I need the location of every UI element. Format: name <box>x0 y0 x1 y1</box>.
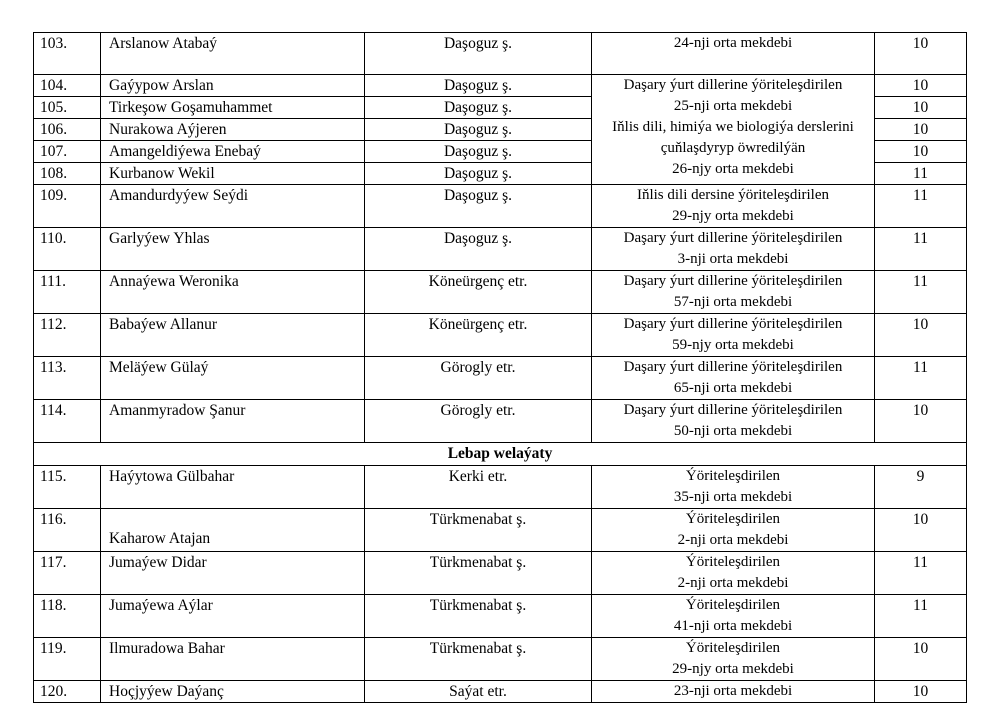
region: Köneürgenç etr. <box>365 271 592 314</box>
school-line: 25-nji orta mekdebi <box>673 98 793 114</box>
student-name-text: Kaharow Atajan <box>109 530 211 547</box>
grade: 11 <box>875 228 967 271</box>
school <box>592 681 875 703</box>
region: Köneürgenç etr. <box>365 314 592 357</box>
table-row <box>34 681 967 703</box>
student-name: Annaýewa Weronika <box>101 271 365 314</box>
row-number: 118. <box>34 595 101 638</box>
row-number: 105. <box>34 97 101 119</box>
row-number: 104. <box>34 75 101 97</box>
grade: 10 <box>875 314 967 357</box>
region: Daşoguz ş. <box>365 119 592 141</box>
table-row <box>34 357 967 400</box>
grade: 11 <box>875 185 967 228</box>
student-name: Tirkeşow Goşamuhammet <box>101 97 365 119</box>
table-row <box>34 466 967 509</box>
region: Daşoguz ş. <box>365 228 592 271</box>
region: Türkmenabat ş. <box>365 638 592 681</box>
grade: 9 <box>875 466 967 509</box>
school-line: 2-nji orta mekdebi <box>677 575 789 591</box>
school-line: Daşary ýurt dillerine ýöriteleşdirilen <box>623 359 843 375</box>
grade: 11 <box>875 357 967 400</box>
row-number: 109. <box>34 185 101 228</box>
school <box>592 33 875 75</box>
school-line: Ýöriteleşdirilen <box>685 597 781 613</box>
table-row <box>34 228 967 271</box>
student-name: Jumaýew Didar <box>101 552 365 595</box>
student-name: Arslanow Atabaý <box>101 33 365 75</box>
school-line: Iňlis dili dersine ýöriteleşdirilen <box>636 187 830 203</box>
row-number: 111. <box>34 271 101 314</box>
school-line: 3-nji orta mekdebi <box>677 251 789 267</box>
school-line: Daşary ýurt dillerine ýöriteleşdirilen <box>623 230 843 246</box>
region: Görogly etr. <box>365 400 592 443</box>
grade: 10 <box>875 681 967 703</box>
school-line: Daşary ýurt dillerine ýöriteleşdirilen <box>623 402 843 418</box>
grade: 10 <box>875 400 967 443</box>
row-number: 120. <box>34 681 101 703</box>
region: Türkmenabat ş. <box>365 509 592 552</box>
school-line: Ýöriteleşdirilen <box>685 511 781 527</box>
table-row <box>34 400 967 443</box>
table-row <box>34 552 967 595</box>
school-line: 41-nji orta mekdebi <box>673 618 793 634</box>
student-name: Amanmyradow Şanur <box>101 400 365 443</box>
region: Türkmenabat ş. <box>365 595 592 638</box>
student-name: Meläýew Gülaý <box>101 357 365 400</box>
grade: 10 <box>875 638 967 681</box>
region: Daşoguz ş. <box>365 163 592 185</box>
student-name: Hoçjyýew Daýanç <box>101 681 365 703</box>
grade: 10 <box>875 33 967 75</box>
school-line: Ýöriteleşdirilen <box>685 468 781 484</box>
row-number: 113. <box>34 357 101 400</box>
section-title: Lebap welaýaty <box>34 443 967 466</box>
row-number: 116. <box>34 509 101 552</box>
school <box>592 638 875 681</box>
school-line: 50-nji orta mekdebi <box>673 423 793 439</box>
row-number: 115. <box>34 466 101 509</box>
grade: 11 <box>875 552 967 595</box>
school-line: Ýöriteleşdirilen <box>685 640 781 656</box>
school-line: Daşary ýurt dillerine ýöriteleşdirilen <box>623 77 843 93</box>
grade: 10 <box>875 75 967 97</box>
school-line: 29-njy orta mekdebi <box>672 661 794 677</box>
row-number: 107. <box>34 141 101 163</box>
region: Kerki etr. <box>365 466 592 509</box>
grade: 11 <box>875 271 967 314</box>
table-row <box>34 509 967 552</box>
grade: 10 <box>875 97 967 119</box>
student-name: Amangeldiýewa Enebaý <box>101 141 365 163</box>
school-line: Iňlis dili, himiýa we biologiýa derslerini <box>612 119 854 135</box>
table-row <box>34 595 967 638</box>
row-number: 110. <box>34 228 101 271</box>
table-row <box>34 33 967 75</box>
student-name: Gaýypow Arslan <box>101 75 365 97</box>
student-name: Amandurdyýew Seýdi <box>101 185 365 228</box>
grade: 10 <box>875 119 967 141</box>
school-line: 59-njy orta mekdebi <box>672 337 794 353</box>
row-number: 112. <box>34 314 101 357</box>
region: Daşoguz ş. <box>365 141 592 163</box>
school-line: 65-nji orta mekdebi <box>673 380 793 396</box>
grade: 10 <box>875 141 967 163</box>
row-number: 114. <box>34 400 101 443</box>
school-line: 2-nji orta mekdebi <box>677 532 789 548</box>
school-line: Ýöriteleşdirilen <box>685 554 781 570</box>
student-name: Ilmuradowa Bahar <box>101 638 365 681</box>
school <box>592 185 875 228</box>
table-row <box>34 638 967 681</box>
students-table <box>33 32 967 703</box>
school <box>592 228 875 271</box>
student-name: Haýytowa Gülbahar <box>101 466 365 509</box>
school <box>592 400 875 443</box>
school-line: 23-nji orta mekdebi <box>673 683 793 699</box>
region: Saýat etr. <box>365 681 592 703</box>
row-number: 117. <box>34 552 101 595</box>
region: Görogly etr. <box>365 357 592 400</box>
table-row <box>34 314 967 357</box>
school-line: 57-nji orta mekdebi <box>673 294 793 310</box>
region: Daşoguz ş. <box>365 185 592 228</box>
school-line: 26-njy orta mekdebi <box>672 161 794 177</box>
school <box>592 595 875 638</box>
region: Türkmenabat ş. <box>365 552 592 595</box>
student-name <box>101 509 365 552</box>
student-name: Kurbanow Wekil <box>101 163 365 185</box>
grade: 11 <box>875 163 967 185</box>
school <box>592 314 875 357</box>
row-number: 119. <box>34 638 101 681</box>
school-merged <box>592 75 875 185</box>
region: Daşoguz ş. <box>365 97 592 119</box>
school <box>592 271 875 314</box>
table-row <box>34 75 967 97</box>
region: Daşoguz ş. <box>365 75 592 97</box>
student-name: Garlyýew Yhlas <box>101 228 365 271</box>
school <box>592 552 875 595</box>
school-line: Daşary ýurt dillerine ýöriteleşdirilen <box>623 316 843 332</box>
grade: 11 <box>875 595 967 638</box>
region: Daşoguz ş. <box>365 33 592 75</box>
school-line: 24-nji orta mekdebi <box>673 35 793 51</box>
table-row <box>34 185 967 228</box>
row-number: 103. <box>34 33 101 75</box>
school-line: çuňlaşdyryp öwredilýän <box>660 140 806 156</box>
row-number: 108. <box>34 163 101 185</box>
grade: 10 <box>875 509 967 552</box>
school <box>592 466 875 509</box>
section-header-row <box>34 443 967 466</box>
school <box>592 509 875 552</box>
school-line: 35-nji orta mekdebi <box>673 489 793 505</box>
school-line: Daşary ýurt dillerine ýöriteleşdirilen <box>623 273 843 289</box>
student-name: Babaýew Allanur <box>101 314 365 357</box>
school <box>592 357 875 400</box>
table-row <box>34 271 967 314</box>
school-line: 29-njy orta mekdebi <box>672 208 794 224</box>
student-name: Jumaýewa Aýlar <box>101 595 365 638</box>
student-name: Nurakowa Aýjeren <box>101 119 365 141</box>
row-number: 106. <box>34 119 101 141</box>
